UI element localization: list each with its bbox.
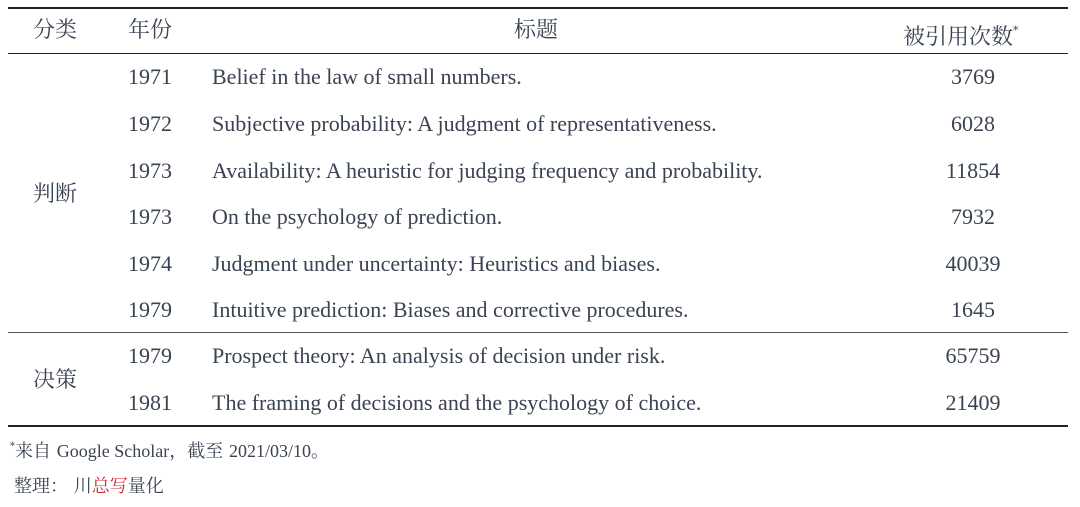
footnote-date: 2021/03/10。	[228, 441, 329, 461]
table-row-year: 1981	[128, 390, 172, 415]
credit-part3: 量化	[127, 476, 164, 497]
table-row-citations: 11854	[945, 158, 1001, 183]
table-row-year: 1972	[128, 111, 172, 136]
table-row-citations: 3769	[951, 64, 995, 89]
table-header-rule	[8, 53, 1068, 54]
table-footnote	[10, 434, 329, 465]
table-row-year: 1973	[128, 204, 172, 229]
header-citations-label: 被引用次数	[903, 25, 1014, 50]
table-row-year: 1974	[128, 251, 172, 276]
table-row-citations: 1645	[951, 297, 995, 322]
table-row-year: 1979	[128, 343, 172, 368]
header-citations	[903, 16, 1019, 53]
credit-line	[14, 473, 164, 501]
table-row-citations: 7932	[951, 204, 995, 229]
footnote-source: Google Scholar	[56, 441, 170, 461]
group-label-judgment: 判断	[33, 182, 78, 207]
credit-part1: 川	[73, 476, 92, 497]
footnote-mark: *	[10, 441, 15, 452]
table-row-title: The framing of decisions and the psychology of choice.	[212, 390, 702, 415]
table-row-citations: 21409	[945, 390, 1001, 415]
table-row-title: Judgment under uncertainty: Heuristics and biases.	[212, 251, 661, 276]
header-citations-mark: *	[1013, 24, 1019, 37]
table-row-year: 1973	[128, 158, 172, 183]
header-category: 分类	[33, 18, 78, 43]
credit-highlight: 总写	[91, 476, 128, 497]
table-row-year: 1971	[128, 64, 172, 89]
header-title: 标题	[514, 18, 559, 43]
table-row-title: On the psychology of prediction.	[212, 204, 503, 229]
table-row-citations: 6028	[951, 111, 995, 136]
header-year: 年份	[128, 18, 173, 43]
table-row-title: Availability: A heuristic for judging frequency and probability.	[212, 158, 763, 183]
table-top-rule	[8, 7, 1068, 9]
table-row-title: Prospect theory: An analysis of decision under risk.	[212, 343, 666, 368]
table-row-title: Subjective probability: A judgment of representativeness.	[212, 111, 717, 136]
credit-label: 整理：	[14, 476, 68, 497]
group-divider-rule	[8, 332, 1068, 333]
table-row-citations: 65759	[945, 343, 1001, 368]
footnote-prefix: 来自	[15, 441, 51, 462]
table-row-year: 1979	[128, 297, 172, 322]
table-row-title: Belief in the law of small numbers.	[212, 64, 522, 89]
table-bottom-rule	[8, 425, 1068, 427]
group-label-decision: 决策	[33, 368, 78, 393]
table-row-citations: 40039	[945, 251, 1001, 276]
table-row-title: Intuitive prediction: Biases and corrective procedures.	[212, 297, 689, 322]
footnote-suffix: ，截至	[169, 441, 224, 462]
